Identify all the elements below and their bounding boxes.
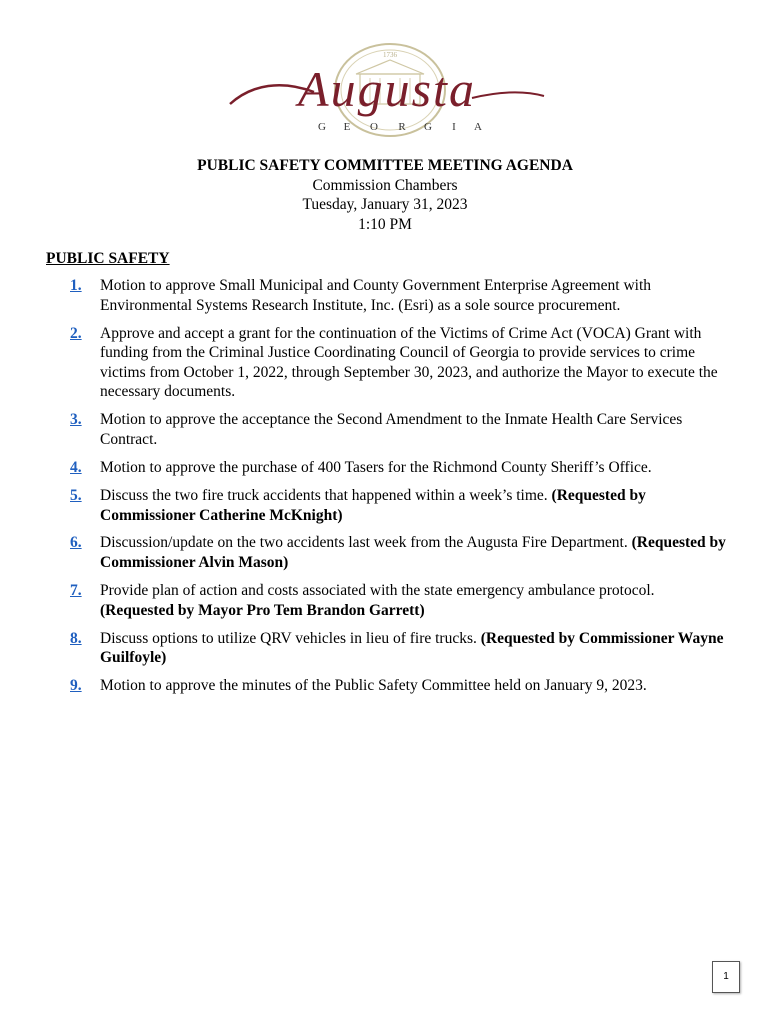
agenda-item: [70, 676, 730, 696]
agenda-item-text: Approve and accept a grant for the continuation of the Victims of Crime Act (VOCA) Grant with funding from the Criminal Justice Coordinating Council of Georgia to provide services to crime victims from October 1, 2022, through September 30, 2023, and authorize the Mayor to execute the necessary documents.: [100, 324, 718, 401]
agenda-item-number-link[interactable]: 5.: [70, 486, 82, 504]
agenda-item: [70, 276, 730, 315]
meeting-location: Commission Chambers: [312, 176, 458, 194]
svg-text:G: G: [318, 121, 326, 133]
svg-text:G: G: [424, 121, 432, 133]
svg-text:O: O: [370, 121, 378, 133]
agenda-item-text: Motion to approve the acceptance the Second Amendment to the Inmate Health Care Services Contract.: [100, 411, 683, 448]
meeting-time: 1:10 PM: [358, 215, 412, 233]
agenda-item-text: Motion to approve the minutes of the Public Safety Committee held on January 9, 2023.: [100, 677, 647, 695]
agenda-items-list: [70, 276, 730, 704]
agenda-item-number-link[interactable]: 4.: [70, 458, 82, 476]
agenda-item-number-link[interactable]: 2.: [70, 324, 82, 342]
agenda-item-text: Discuss the two fire truck accidents that happened within a week’s time.: [100, 486, 552, 504]
agenda-item-text: Motion to approve Small Municipal and County Government Enterprise Agreement with Environmental Systems Research Institute, Inc. (Esri) as a sole source procurement.: [100, 277, 652, 314]
agenda-item-number-link[interactable]: 1.: [70, 277, 82, 294]
agenda-item-text: Discuss options to utilize QRV vehicles in lieu of fire trucks.: [100, 629, 481, 647]
meeting-date: Tuesday, January 31, 2023: [302, 196, 468, 214]
seal-year: 1736: [383, 51, 397, 59]
augusta-georgia-logo: [222, 40, 552, 150]
agenda-item: [70, 629, 730, 668]
agenda-item-requester: (Requested by Commissioner Alvin Mason): [100, 534, 726, 572]
agenda-item-number-link[interactable]: 3.: [70, 411, 82, 429]
svg-text:E: E: [343, 121, 351, 133]
agenda-item-requester: (Requested by Commissioner Wayne Guilfoyle): [100, 629, 724, 667]
agenda-item-text: Provide plan of action and costs associated with the state emergency ambulance protocol.: [100, 582, 655, 600]
agenda-item-text: Motion to approve the purchase of 400 Tasers for the Richmond County Sheriff’s Office.: [100, 458, 652, 476]
agenda-item-number-link[interactable]: 9.: [70, 677, 82, 695]
agenda-title: PUBLIC SAFETY COMMITTEE MEETING AGENDA: [197, 157, 573, 174]
augusta-script-wordmark: [230, 61, 544, 117]
agenda-item: [70, 486, 730, 525]
agenda-item: [70, 581, 730, 620]
agenda-header: [0, 156, 770, 234]
svg-text:A: A: [474, 121, 482, 133]
logo-word: Augusta: [298, 61, 476, 117]
agenda-item: [70, 410, 730, 449]
agenda-item-number-link[interactable]: 7.: [70, 582, 82, 600]
agenda-item: [70, 324, 730, 402]
svg-text:R: R: [398, 121, 406, 133]
georgia-lettering: [318, 121, 482, 133]
agenda-item-text: Discussion/update on the two accidents last week from the Augusta Fire Department.: [100, 534, 632, 552]
agenda-item-number-link[interactable]: 6.: [70, 534, 82, 552]
svg-text:I: I: [452, 121, 456, 133]
agenda-item-requester: (Requested by Mayor Pro Tem Brandon Garrett): [100, 601, 425, 619]
agenda-item-requester: (Requested by Commissioner Catherine McKnight): [100, 486, 646, 524]
page-number: 1: [712, 961, 740, 993]
agenda-item-number-link[interactable]: 8.: [70, 629, 82, 647]
agenda-item: [70, 533, 730, 572]
section-heading-public-safety: PUBLIC SAFETY: [46, 250, 170, 267]
agenda-item: [70, 458, 730, 478]
